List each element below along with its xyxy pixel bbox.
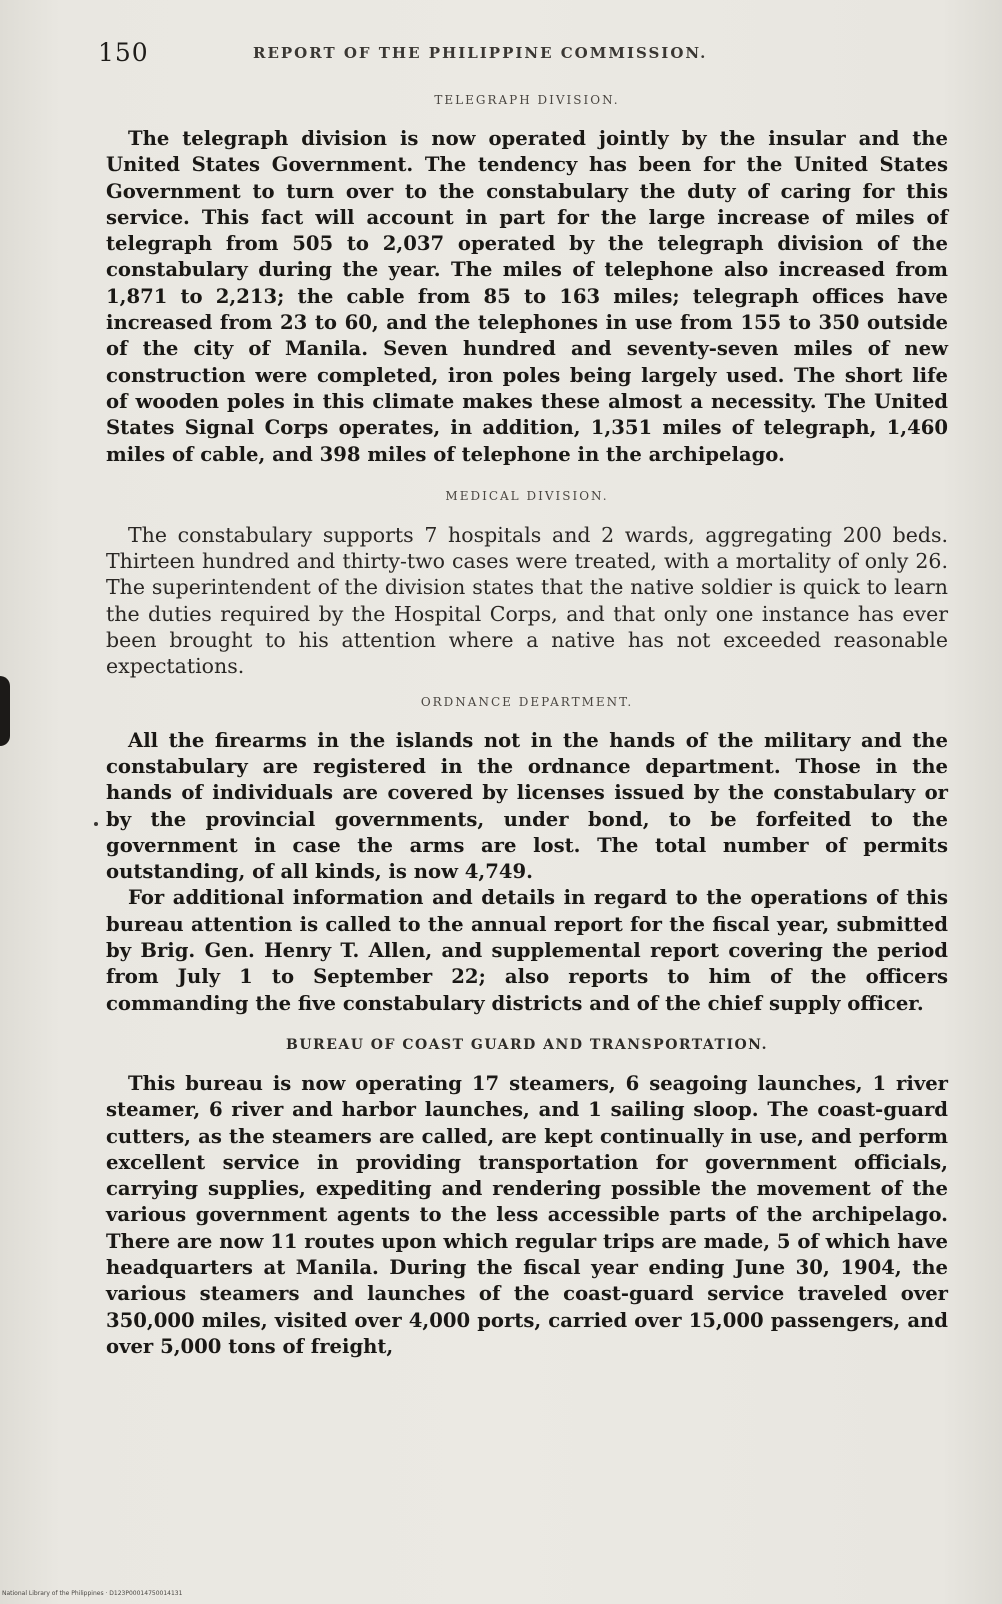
section-title-coast-guard: BUREAU OF COAST GUARD AND TRANSPORTATION.: [286, 1036, 768, 1053]
page-number: 150: [98, 38, 149, 67]
page-header: [98, 38, 798, 74]
section-title-telegraph: TELEGRAPH DIVISION.: [434, 93, 620, 107]
paragraph-coast-guard: This bureau is now operating 17 steamers, 6 seagoing launches, 1 river steamer, 6 river and harbor launches, and 1 sailing sloop. The coast-guard cutters, as the steamers are called, are kept continually in use, and perform excellent service in providing transportation for government officials, carrying supplies, expediting and rendering possible the movement of the various government agents to the less accessible parts of the archipelago. There are now 11 routes upon which regular trips are made, 5 of which have headquarters at Manila. During the fiscal year ending June 30, 1904, the various steamers and launches of the coast-guard service traveled over 350,000 miles, visited over 4,000 ports, carried over 15,000 passengers, and over 5,000 tons of freight,: [106, 1071, 948, 1358]
running-head: REPORT OF THE PHILIPPINE COMMISSION.: [253, 44, 708, 62]
paragraph-telegraph: The telegraph division is now operated jointly by the insular and the United States Government. The tendency has been for the United States Government to turn over to the constabulary the duty of caring for this service. This fact will account in part for the large increase of miles of telegraph from 505 to 2,037 operated by the telegraph division of the constabulary during the year. The miles of telephone also increased from 1,871 to 2,213; the cable from 85 to 163 miles; telegraph offices have increased from 23 to 60, and the telephones in use from 155 to 350 outside of the city of Manila. Seven hundred and seventy-seven miles of new construction were completed, iron poles being largely used. The short life of wooden poles in this climate makes these almost a necessity. The United States Signal Corps operates, in addition, 1,351 miles of telegraph, 1,460 miles of cable, and 398 miles of telephone in the archipelago.: [106, 127, 948, 466]
scan-credit: National Library of the Philippines · D123P00014750014131: [2, 1590, 183, 1597]
paragraph-ordnance-2: For additional information and details in regard to the operations of this bureau attention is called to the annual report for the fiscal year, submitted by Brig. Gen. Henry T. Allen, and supplemental report covering the period from July 1 to September 22; also reports to him of the officers commanding the five constabulary districts and of the chief supply officer.: [106, 886, 948, 1015]
binding-smudge: [0, 676, 10, 746]
section-title-medical: MEDICAL DIVISION.: [445, 488, 609, 503]
section-title-ordnance: ORDNANCE DEPARTMENT.: [420, 694, 634, 709]
paragraph-ordnance-1: All the firearms in the islands not in the hands of the military and the constabulary are registered in the ordnance department. Those in the hands of individuals are covered by licenses issued by the constabulary or by the provincial governments, under bond, to be forfeited to the government in case the arms are lost. The total number of permits outstanding, of all kinds, is now 4,749.: [106, 728, 948, 884]
ink-speck: [94, 822, 98, 826]
page-body: [106, 92, 948, 1360]
paragraph-medical: The constabulary supports 7 hospitals and 2 wards, aggregating 200 beds. Thirteen hundred and thirty-two cases were treated, with a mortality of only 26. The superintendent of the division states that the native soldier is quick to learn the duties required by the Hospital Corps, and that only one instance has ever been brought to his attention where a native has not exceeded reasonable expectations.: [106, 522, 948, 679]
